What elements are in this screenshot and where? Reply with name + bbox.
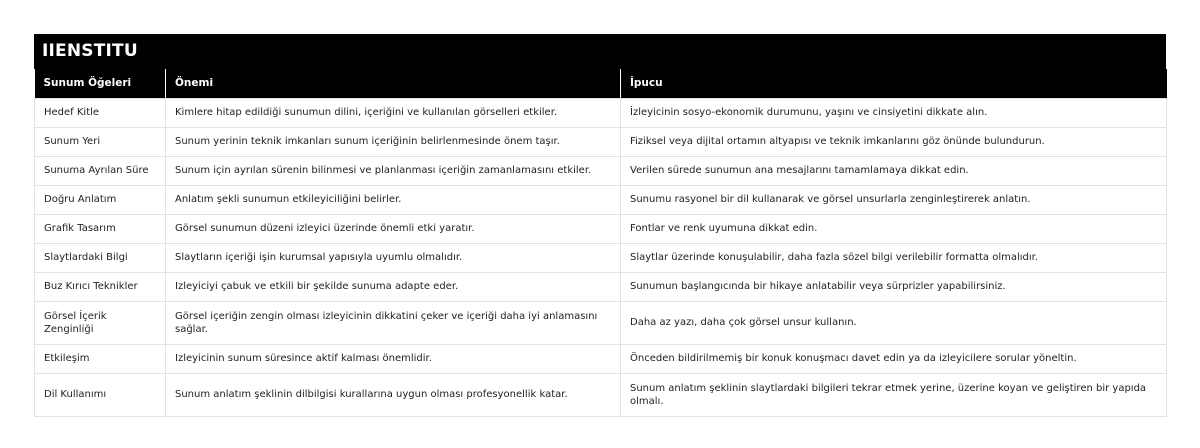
cell-tip: Sunum anlatım şeklinin slaytlardaki bilgileri tekrar etmek yerine, üzerine koyan ve geliştiren bir yapıda olmalı. [621, 373, 1167, 416]
content-wrapper [34, 34, 1166, 417]
cell-importance: Sunum yerinin teknik imkanları sunum içeriğinin belirlenmesinde önem taşır. [166, 127, 621, 156]
cell-tip: Sunumun başlangıcında bir hikaye anlatabilir veya sürprizler yapabilirsiniz. [621, 272, 1167, 301]
cell-tip: Fontlar ve renk uyumuna dikkat edin. [621, 214, 1167, 243]
cell-item: Doğru Anlatım [35, 185, 166, 214]
cell-importance: Izleyiciyi çabuk ve etkili bir şekilde sunuma adapte eder. [166, 272, 621, 301]
cell-importance: Izleyicinin sunum süresince aktif kalması önemlidir. [166, 344, 621, 373]
cell-item: Hedef Kitle [35, 98, 166, 127]
table-row [35, 344, 1167, 373]
cell-tip: Fiziksel veya dijital ortamın altyapısı ve teknik imkanlarını göz önünde bulundurun. [621, 127, 1167, 156]
table-row [35, 272, 1167, 301]
cell-item: Sunuma Ayrılan Süre [35, 156, 166, 185]
table-row [35, 185, 1167, 214]
header-cell-items: Sunum Öğeleri [35, 69, 166, 98]
cell-item: Etkileşim [35, 344, 166, 373]
cell-importance: Kimlere hitap edildiği sunumun dilini, içeriğini ve kullanılan görselleri etkiler. [166, 98, 621, 127]
cell-importance: Sunum için ayrılan sürenin bilinmesi ve planlanması içeriğin zamanlamasını etkiler. [166, 156, 621, 185]
table-row [35, 243, 1167, 272]
table-row [35, 214, 1167, 243]
cell-item: Dil Kullanımı [35, 373, 166, 416]
cell-importance: Anlatım şekli sunumun etkileyiciliğini belirler. [166, 185, 621, 214]
cell-tip: Daha az yazı, daha çok görsel unsur kullanın. [621, 301, 1167, 344]
table-row [35, 301, 1167, 344]
cell-tip: Verilen sürede sunumun ana mesajlarını tamamlamaya dikkat edin. [621, 156, 1167, 185]
cell-item: Slaytlardaki Bilgi [35, 243, 166, 272]
cell-item: Grafik Tasarım [35, 214, 166, 243]
cell-importance: Görsel sunumun düzeni izleyici üzerinde önemli etki yaratır. [166, 214, 621, 243]
header-cell-tip: İpucu [621, 69, 1167, 98]
table-row [35, 156, 1167, 185]
cell-importance: Görsel içeriğin zengin olması izleyicinin dikkatini çeker ve içeriği daha iyi anlamasını sağlar. [166, 301, 621, 344]
cell-tip: Sunumu rasyonel bir dil kullanarak ve görsel unsurlarla zenginleştirerek anlatın. [621, 185, 1167, 214]
cell-importance: Sunum anlatım şeklinin dilbilgisi kurallarına uygun olması profesyonellik katar. [166, 373, 621, 416]
table-header-row [35, 69, 1167, 98]
cell-item: Görsel İçerik Zenginliği [35, 301, 166, 344]
cell-tip: Önceden bildirilmemiş bir konuk konuşmacı davet edin ya da izleyicilere sorular yöneltin. [621, 344, 1167, 373]
cell-importance: Slaytların içeriği işin kurumsal yapısıyla uyumlu olmalıdır. [166, 243, 621, 272]
cell-item: Sunum Yeri [35, 127, 166, 156]
brand-title: IIENSTITU [34, 34, 1166, 69]
table-row [35, 98, 1167, 127]
table-row [35, 127, 1167, 156]
cell-tip: İzleyicinin sosyo-ekonomik durumunu, yaşını ve cinsiyetini dikkate alın. [621, 98, 1167, 127]
cell-tip: Slaytlar üzerinde konuşulabilir, daha fazla sözel bilgi verilebilir formatta olmalıdır. [621, 243, 1167, 272]
header-cell-importance: Önemi [166, 69, 621, 98]
presentation-table [34, 69, 1167, 417]
table-row [35, 373, 1167, 416]
cell-item: Buz Kırıcı Teknikler [35, 272, 166, 301]
